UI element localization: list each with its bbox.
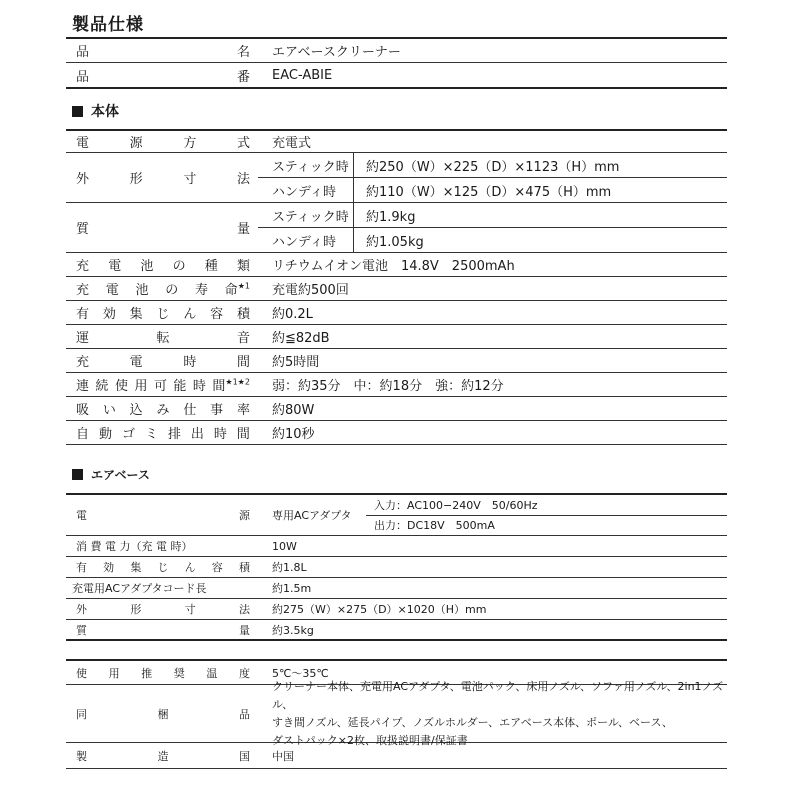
row-value: 約1.5m bbox=[272, 582, 312, 595]
row-label: 充電用ACアダプタコード長 bbox=[72, 582, 207, 595]
table-row bbox=[66, 536, 727, 557]
airbase-spec-table bbox=[66, 493, 727, 641]
row-label: 有 効 集 じ ん 容 積 bbox=[76, 307, 250, 322]
row-value: EAC-ABIE bbox=[272, 67, 333, 83]
table-row bbox=[66, 397, 727, 421]
row-label: 外 形 寸 法 bbox=[76, 603, 250, 616]
table-row bbox=[66, 63, 727, 89]
table-row bbox=[66, 421, 727, 445]
table-row bbox=[66, 153, 727, 203]
accessories-list: クリーナー本体、充電用ACアダプタ、電池パック、床用ノズル、ソファ用ノズル、2in1ノズル、 すき間ノズル、延長パイプ、ノズルホルダー、エアベース本体、ポール、ベース、 ダストパック×2枚、取扱説明書/保証書 bbox=[272, 679, 724, 747]
row-label: 使 用 推 奨 温 度 bbox=[76, 666, 250, 680]
table-row bbox=[66, 557, 727, 578]
split-cell: スティック時 約1.9kg ハンディ時 約1.05kg bbox=[258, 203, 727, 252]
row-value: 約≦82dB bbox=[272, 331, 330, 346]
row-value: 約80W bbox=[272, 403, 315, 418]
row-value: 約275（W）×275（D）×1020（H）mm bbox=[272, 603, 487, 616]
table-row bbox=[66, 373, 727, 397]
table-row bbox=[66, 37, 727, 63]
section-heading-body: 本体 bbox=[72, 101, 119, 121]
row-value: 約5時間 bbox=[272, 355, 320, 370]
row-value: 10W bbox=[272, 539, 297, 553]
row-value: エアベースクリーナー bbox=[272, 45, 401, 60]
row-value: 充電約500回 bbox=[272, 283, 349, 298]
row-label: 充 電 時 間 bbox=[76, 355, 250, 370]
row-value: 充電式 bbox=[272, 136, 312, 151]
table-row bbox=[66, 679, 727, 747]
row-label: 吸 い 込 み 仕 事 率 bbox=[76, 403, 250, 418]
square-bullet-icon bbox=[72, 106, 83, 117]
row-value: 約10秒 bbox=[272, 427, 315, 442]
table-row bbox=[66, 129, 727, 153]
misc-spec-table bbox=[66, 659, 727, 769]
table-row bbox=[66, 578, 727, 599]
row-value: 約3.5kg bbox=[272, 623, 314, 637]
row-label: 質 量 bbox=[76, 623, 250, 637]
row-value: 5℃〜35℃ bbox=[272, 666, 329, 680]
row-label: 充 電 池 の 種 類 bbox=[76, 259, 250, 274]
table-row bbox=[66, 493, 727, 536]
table-row bbox=[66, 277, 727, 301]
row-label: 運 転 音 bbox=[76, 331, 250, 346]
section-heading-airbase: エアベース bbox=[72, 466, 150, 483]
table-row bbox=[66, 743, 727, 769]
row-label: 同 梱 品 bbox=[76, 707, 250, 721]
product-table bbox=[66, 37, 727, 89]
split-cell: スティック時 約250（W）×225（D）×1123（H）mm ハンディ時 約110（W）×125（D）×475（H）mm bbox=[258, 153, 727, 202]
adapter-label: 専用ACアダプタ bbox=[272, 509, 352, 522]
page-title: 製品仕様 bbox=[72, 15, 144, 35]
row-value: 約1.8L bbox=[272, 561, 307, 574]
row-label: 連 続 使 用 可 能 時 間$^{★1★2}$ bbox=[76, 377, 250, 394]
row-label: 自 動 ゴ ミ 排 出 時 間 bbox=[76, 427, 250, 442]
row-value: リチウムイオン電池 14.8V 2500mAh bbox=[272, 259, 515, 274]
table-row bbox=[66, 599, 727, 620]
table-row bbox=[66, 620, 727, 641]
row-label: 外 形 寸 法 bbox=[76, 172, 250, 187]
row-label: 質 量 bbox=[76, 222, 250, 237]
row-label: 電 源 bbox=[76, 509, 250, 522]
table-row bbox=[66, 203, 727, 253]
split-cell: 入力：AC100−240V 50/60Hz 出力：DC18V 500mA bbox=[366, 495, 727, 535]
row-label: 品 番 bbox=[76, 69, 250, 85]
row-value: 中国 bbox=[272, 749, 294, 763]
body-spec-table bbox=[66, 129, 727, 445]
row-label: 製 造 国 bbox=[76, 749, 250, 763]
square-bullet-icon bbox=[72, 469, 83, 480]
table-row bbox=[66, 253, 727, 277]
row-label: 品 名 bbox=[76, 45, 250, 60]
row-label: 消 費 電 力（充 電 時） bbox=[76, 540, 193, 553]
row-label: 充 電 池 の 寿 命$^{★1}$ bbox=[76, 281, 250, 298]
table-row bbox=[66, 349, 727, 373]
row-label: 電 源 方 式 bbox=[76, 136, 250, 151]
table-row bbox=[66, 301, 727, 325]
table-row bbox=[66, 325, 727, 349]
row-value: 弱：約35分 中：約18分 強：約12分 bbox=[272, 379, 504, 394]
row-value: 約0.2L bbox=[272, 307, 313, 322]
row-label: 有 効 集 じ ん 容 積 bbox=[76, 561, 250, 574]
